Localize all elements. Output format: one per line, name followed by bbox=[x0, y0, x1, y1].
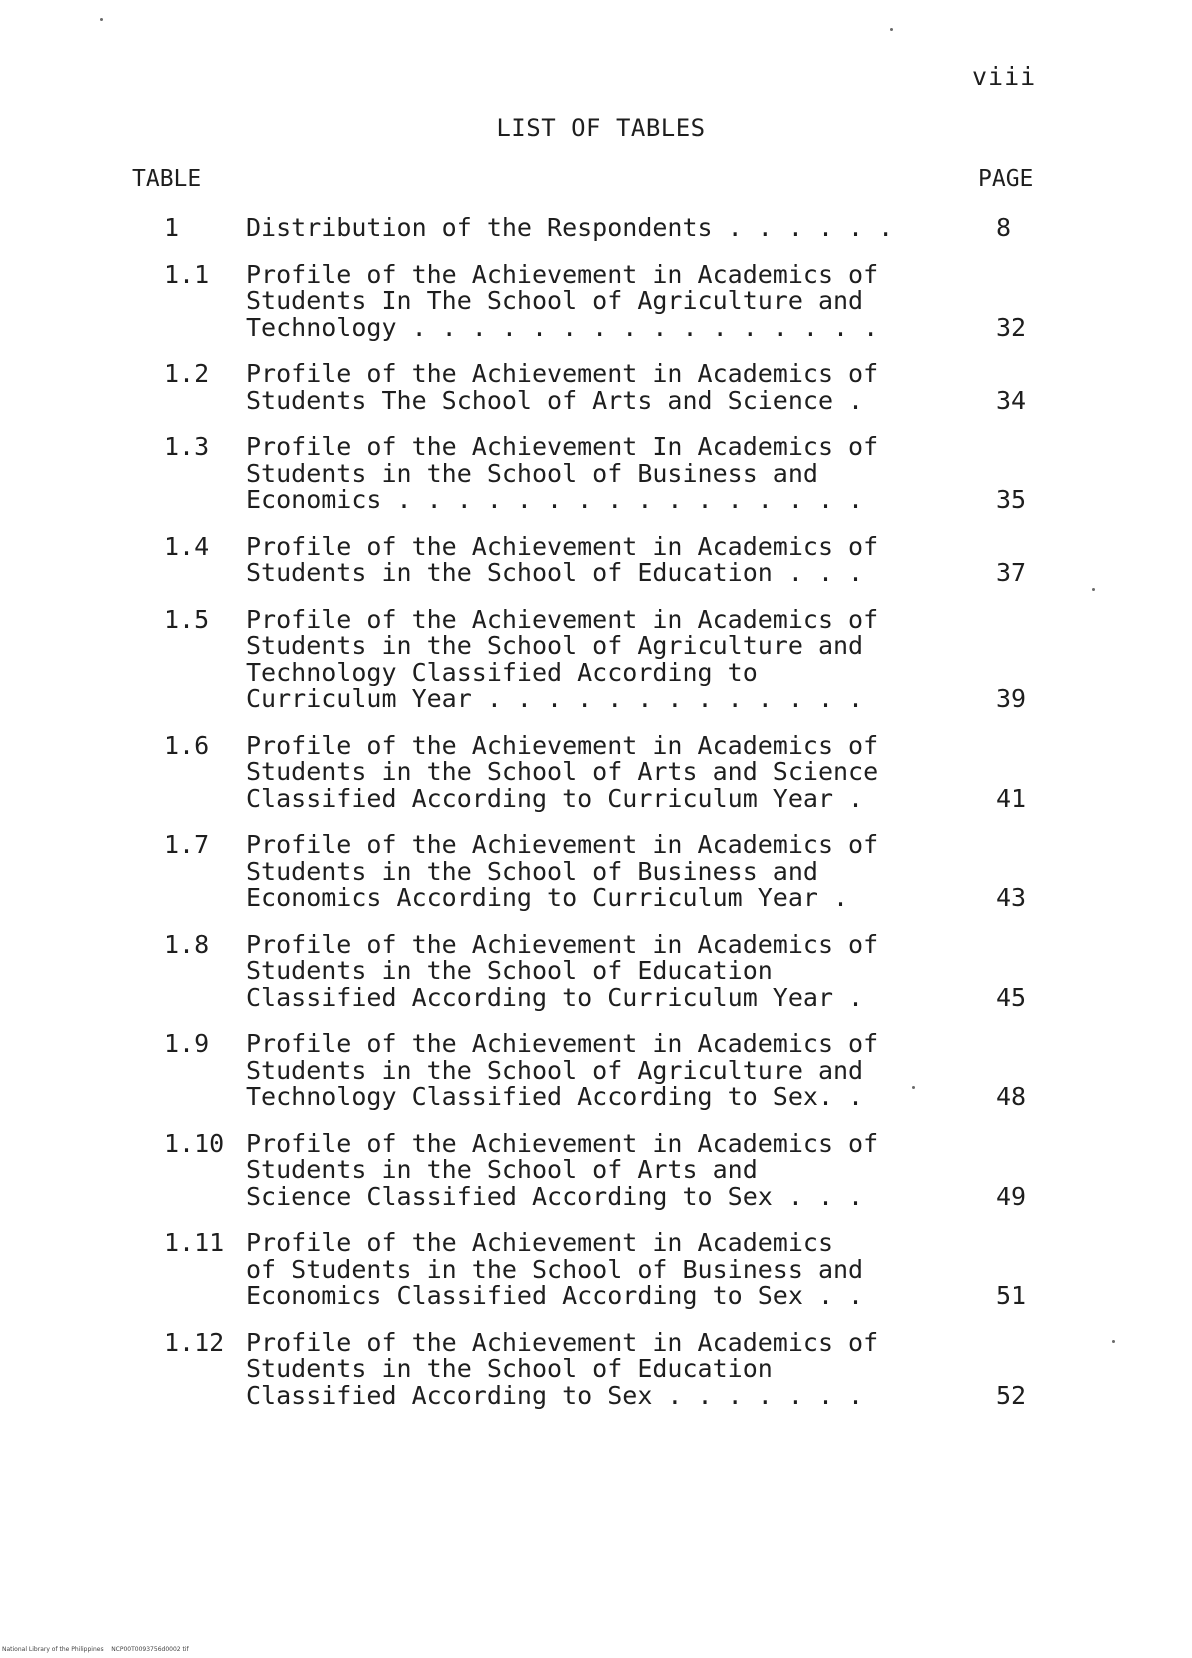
list-item bbox=[0, 215, 1192, 242]
entry-title: Profile of the Achievement in Academics of Students in the School of Business and Economics According to Curriculum Year . bbox=[246, 830, 879, 912]
entry-page: 45 bbox=[996, 982, 1027, 1012]
entry-page: 51 bbox=[996, 1281, 1027, 1310]
list-item bbox=[0, 259, 1192, 342]
entry-page: 34 bbox=[996, 385, 1027, 415]
entry-title: Profile of the Achievement in Academics of Students in the School of Agriculture and Technology Classified According to Curriculum Year . . . . . . . . . . . . . bbox=[246, 604, 879, 713]
entry-number: 1.12 bbox=[164, 1327, 225, 1357]
entry-number: 1.11 bbox=[164, 1228, 225, 1257]
entry-page: 39 bbox=[996, 684, 1027, 713]
entry-page: 43 bbox=[996, 883, 1027, 912]
list-item bbox=[0, 1031, 1192, 1111]
entry-number: 1.10 bbox=[164, 1128, 225, 1158]
entry-number: 1.3 bbox=[164, 432, 210, 461]
entry-number: 1.1 bbox=[164, 259, 210, 289]
entry-page: 49 bbox=[996, 1181, 1027, 1211]
scan-speck bbox=[912, 1086, 915, 1089]
table-column-header: TABLE bbox=[132, 166, 202, 192]
footer-note: National Library of the Philippines NCP00T0093756d0002 tif bbox=[2, 1646, 189, 1653]
entry-number: 1 bbox=[164, 213, 180, 242]
entry-number: 1.4 bbox=[164, 531, 210, 561]
scan-speck bbox=[890, 28, 893, 31]
entry-page: 41 bbox=[996, 783, 1027, 813]
entry-page: 32 bbox=[996, 312, 1027, 342]
entry-title: Profile of the Achievement in Academics of Students in the School of Arts and Science Classified According to Curriculum Year . bbox=[246, 730, 879, 813]
list-item bbox=[0, 929, 1192, 1012]
list-item bbox=[0, 1128, 1192, 1211]
entry-number: 1.6 bbox=[164, 730, 210, 760]
entry-number: 1.7 bbox=[164, 830, 210, 859]
entry-title: Profile of the Achievement in Academics of Students in the School of Education Classified According to Curriculum Year . bbox=[246, 929, 879, 1012]
list-item bbox=[0, 1327, 1192, 1410]
entry-title: Profile of the Achievement In Academics of Students in the School of Business and Economics . . . . . . . . . . . . . . . . bbox=[246, 432, 879, 514]
entry-title: Profile of the Achievement in Academics of Students in the School of Business and Economics Classified According to Sex . . bbox=[246, 1228, 864, 1310]
entry-title: Profile of the Achievement in Academics of Students The School of Arts and Science . bbox=[246, 359, 879, 415]
entry-title: Profile of the Achievement in Academics of Students In The School of Agriculture and Technology . . . . . . . . . . . . . . . . bbox=[246, 259, 879, 342]
entry-number: 1.8 bbox=[164, 929, 210, 959]
entry-title: Profile of the Achievement in Academics of Students in the School of Arts and Science Classified According to Sex . . . bbox=[246, 1128, 879, 1211]
scan-speck bbox=[100, 18, 103, 21]
entry-page: 8 bbox=[996, 213, 1012, 242]
scan-speck bbox=[1092, 588, 1095, 591]
entry-page: 48 bbox=[996, 1082, 1027, 1111]
scan-speck bbox=[1112, 1340, 1115, 1343]
entry-title: Profile of the Achievement in Academics of Students in the School of Education Classified According to Sex . . . . . . . bbox=[246, 1327, 879, 1410]
entry-title: Profile of the Achievement in Academics of Students in the School of Agriculture and Technology Classified According to Sex. . bbox=[246, 1029, 879, 1111]
page-column-header: PAGE bbox=[978, 166, 1034, 192]
entry-page: 37 bbox=[996, 558, 1027, 587]
entry-page: 52 bbox=[996, 1380, 1027, 1410]
entry-page: 35 bbox=[996, 485, 1027, 514]
entry-number: 1.2 bbox=[164, 359, 210, 388]
page-number: viii bbox=[972, 62, 1037, 91]
page-title: LIST OF TABLES bbox=[496, 114, 706, 142]
entry-title: Distribution of the Respondents . . . . . . bbox=[246, 213, 894, 242]
entry-number: 1.5 bbox=[164, 604, 210, 634]
list-item bbox=[0, 604, 1192, 713]
list-item bbox=[0, 434, 1192, 514]
list-item bbox=[0, 361, 1192, 414]
entry-number: 1.9 bbox=[164, 1029, 210, 1058]
list-item bbox=[0, 832, 1192, 912]
list-item bbox=[0, 531, 1192, 587]
table-of-contents-list bbox=[0, 215, 1192, 1429]
list-item bbox=[0, 1230, 1192, 1310]
entry-title: Profile of the Achievement in Academics of Students in the School of Education . . . bbox=[246, 531, 879, 587]
list-item bbox=[0, 730, 1192, 813]
